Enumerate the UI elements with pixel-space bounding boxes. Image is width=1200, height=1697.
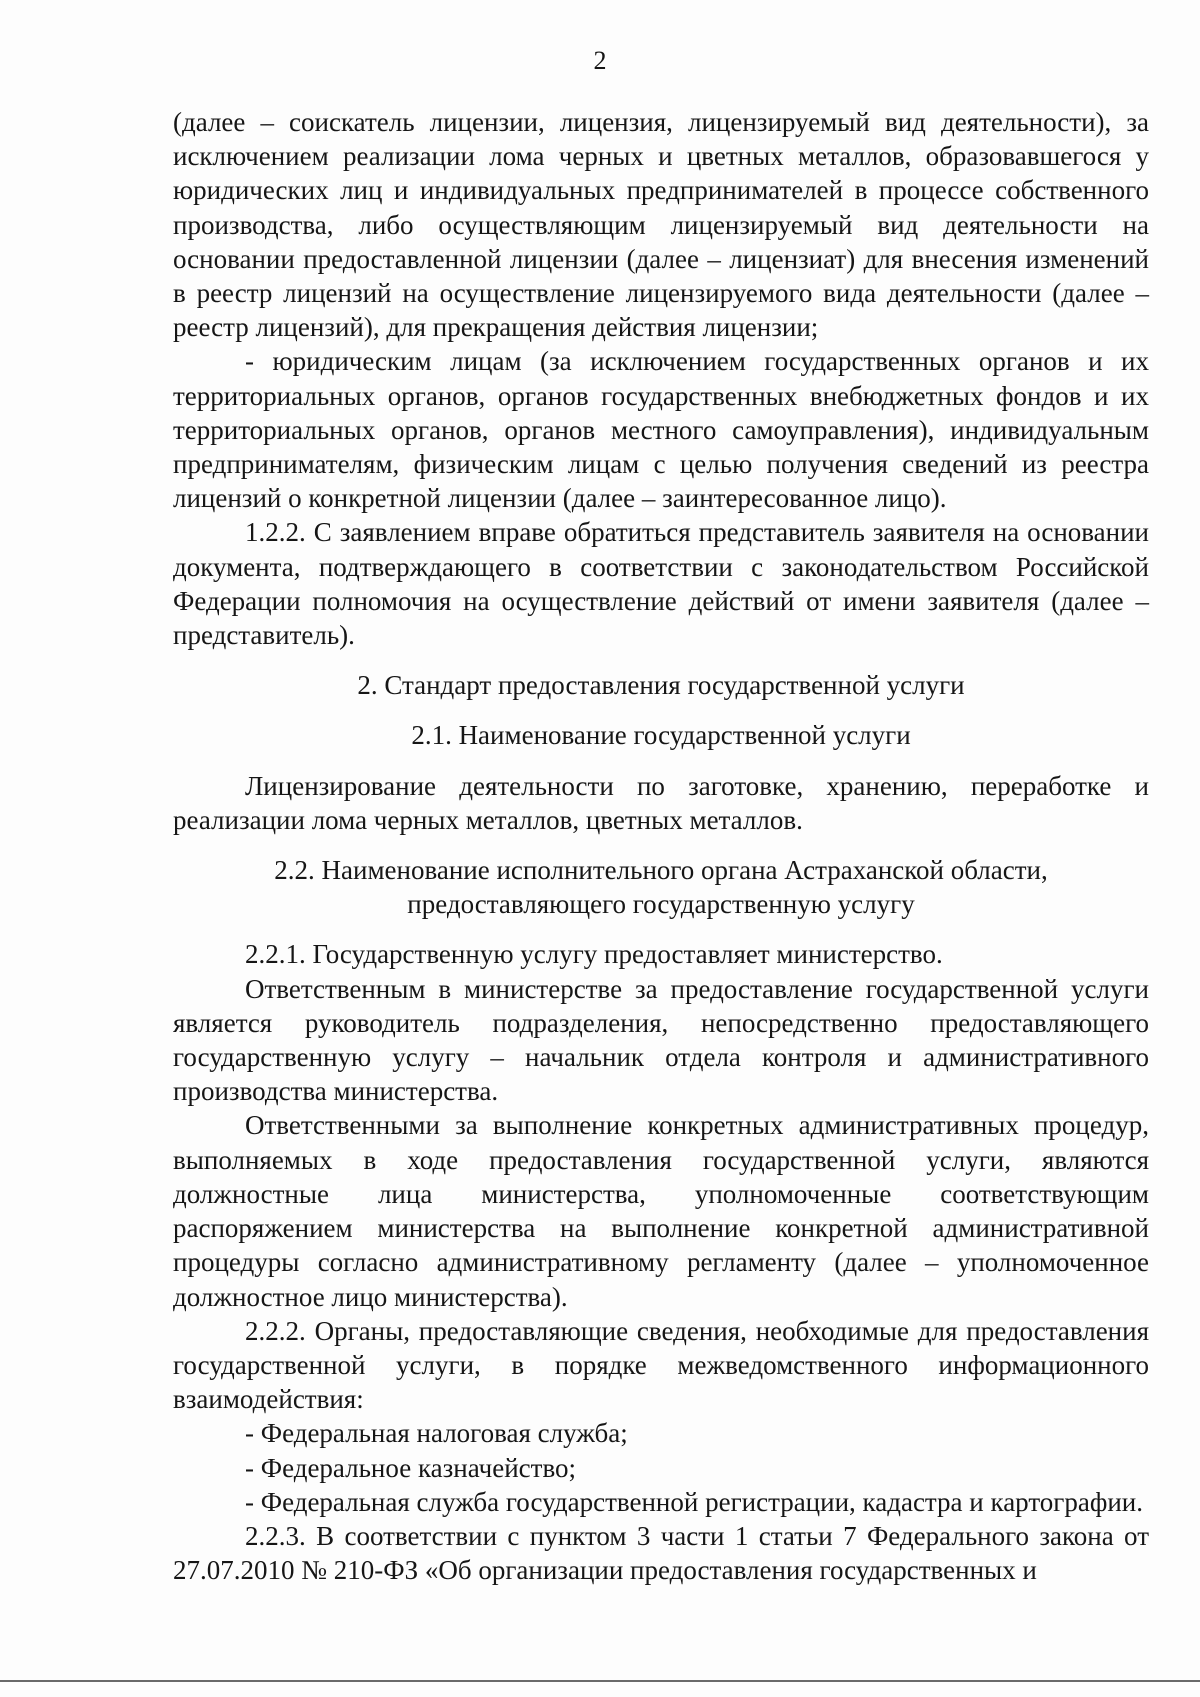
- paragraph-1-2-2: 1.2.2. С заявлением вправе обратиться представитель заявителя на основании документа, подтверждающего в соответствии с законодательством Российской Федерации полномочия на осуществление действий от имени заявителя (далее – представитель).: [173, 517, 1149, 651]
- paragraph-2-2-2: 2.2.2. Органы, предоставляющие сведения, необходимые для предоставления государственной услуги, в порядке межведомственного информационного взаимодействия:: [173, 1315, 1149, 1415]
- paragraph-responsible-officials: Ответственными за выполнение конкретных административных процедур, выполняемых в ходе предоставления государственной услуги, являются должностные лица министерства, уполномоченные соответствующим распоряжением министерства на выполнение конкретной административной процедуры согласно административному регламенту (далее – уполномоченное должностное лицо министерства).: [173, 1110, 1149, 1312]
- list-item-treasury: - Федеральное казначейство;: [245, 1452, 577, 1483]
- paragraph-2-2-3: 2.2.3. В соответствии с пунктом 3 части 1 статьи 7 Федерального закона от 27.07.2010 № 210-ФЗ «Об организации предоставления государственных и: [173, 1520, 1149, 1586]
- subsection-heading-2-1: 2.1. Наименование государственной услуги: [411, 720, 911, 751]
- section-heading-2: 2. Стандарт предоставления государственной услуги: [357, 670, 965, 701]
- paragraph-service-name: Лицензирование деятельности по заготовке, хранению, переработке и реализации лома черных металлов, цветных металлов.: [173, 770, 1149, 835]
- subsection-heading-2-2-line1: 2.2. Наименование исполнительного органа Астраханской области,: [274, 855, 1048, 886]
- list-item-rosreestr: - Федеральная служба государственной регистрации, кадастра и картографии.: [245, 1486, 1143, 1517]
- document-body: [173, 105, 1149, 1587]
- subsection-heading-2-2-line2: предоставляющего государственную услугу: [407, 889, 915, 920]
- paragraph-2-2-1: 2.2.1. Государственную услугу предоставляет министерство.: [245, 939, 943, 970]
- paragraph-legal-entities: - юридическим лицам (за исключением государственных органов и их территориальных органов, органов государственных внебюджетных фондов и их территориальных органов, органов местного самоуправления), индивидуальным предпринимателям, физическим лицам с целью получения сведений из реестра лицензий о конкретной лицензии (далее – заинтересованное лицо).: [173, 346, 1149, 514]
- paragraph-responsible-head: Ответственным в министерстве за предоставление государственной услуги является руководитель подразделения, непосредственно предоставляющего государственную услугу – начальник отдела контроля и административного производства министерства.: [173, 973, 1149, 1107]
- list-item-tax-service: - Федеральная налоговая служба;: [245, 1418, 628, 1449]
- scan-edge-line: [0, 1680, 1200, 1682]
- paragraph-continuation: (далее – соискатель лицензии, лицензия, лицензируемый вид деятельности), за исключением реализации лома черных и цветных металлов, образовавшегося у юридических лиц и индивидуальных предпринимателей в процессе собственного производства, либо осуществляющим лицензируемый вид деятельности на основании предоставленной лицензии (далее – лицензиат) для внесения изменений в реестр лицензий на осуществление лицензируемого вида деятельности (далее – реестр лицензий), для прекращения действия лицензии;: [173, 107, 1149, 343]
- page-number: 2: [593, 46, 607, 75]
